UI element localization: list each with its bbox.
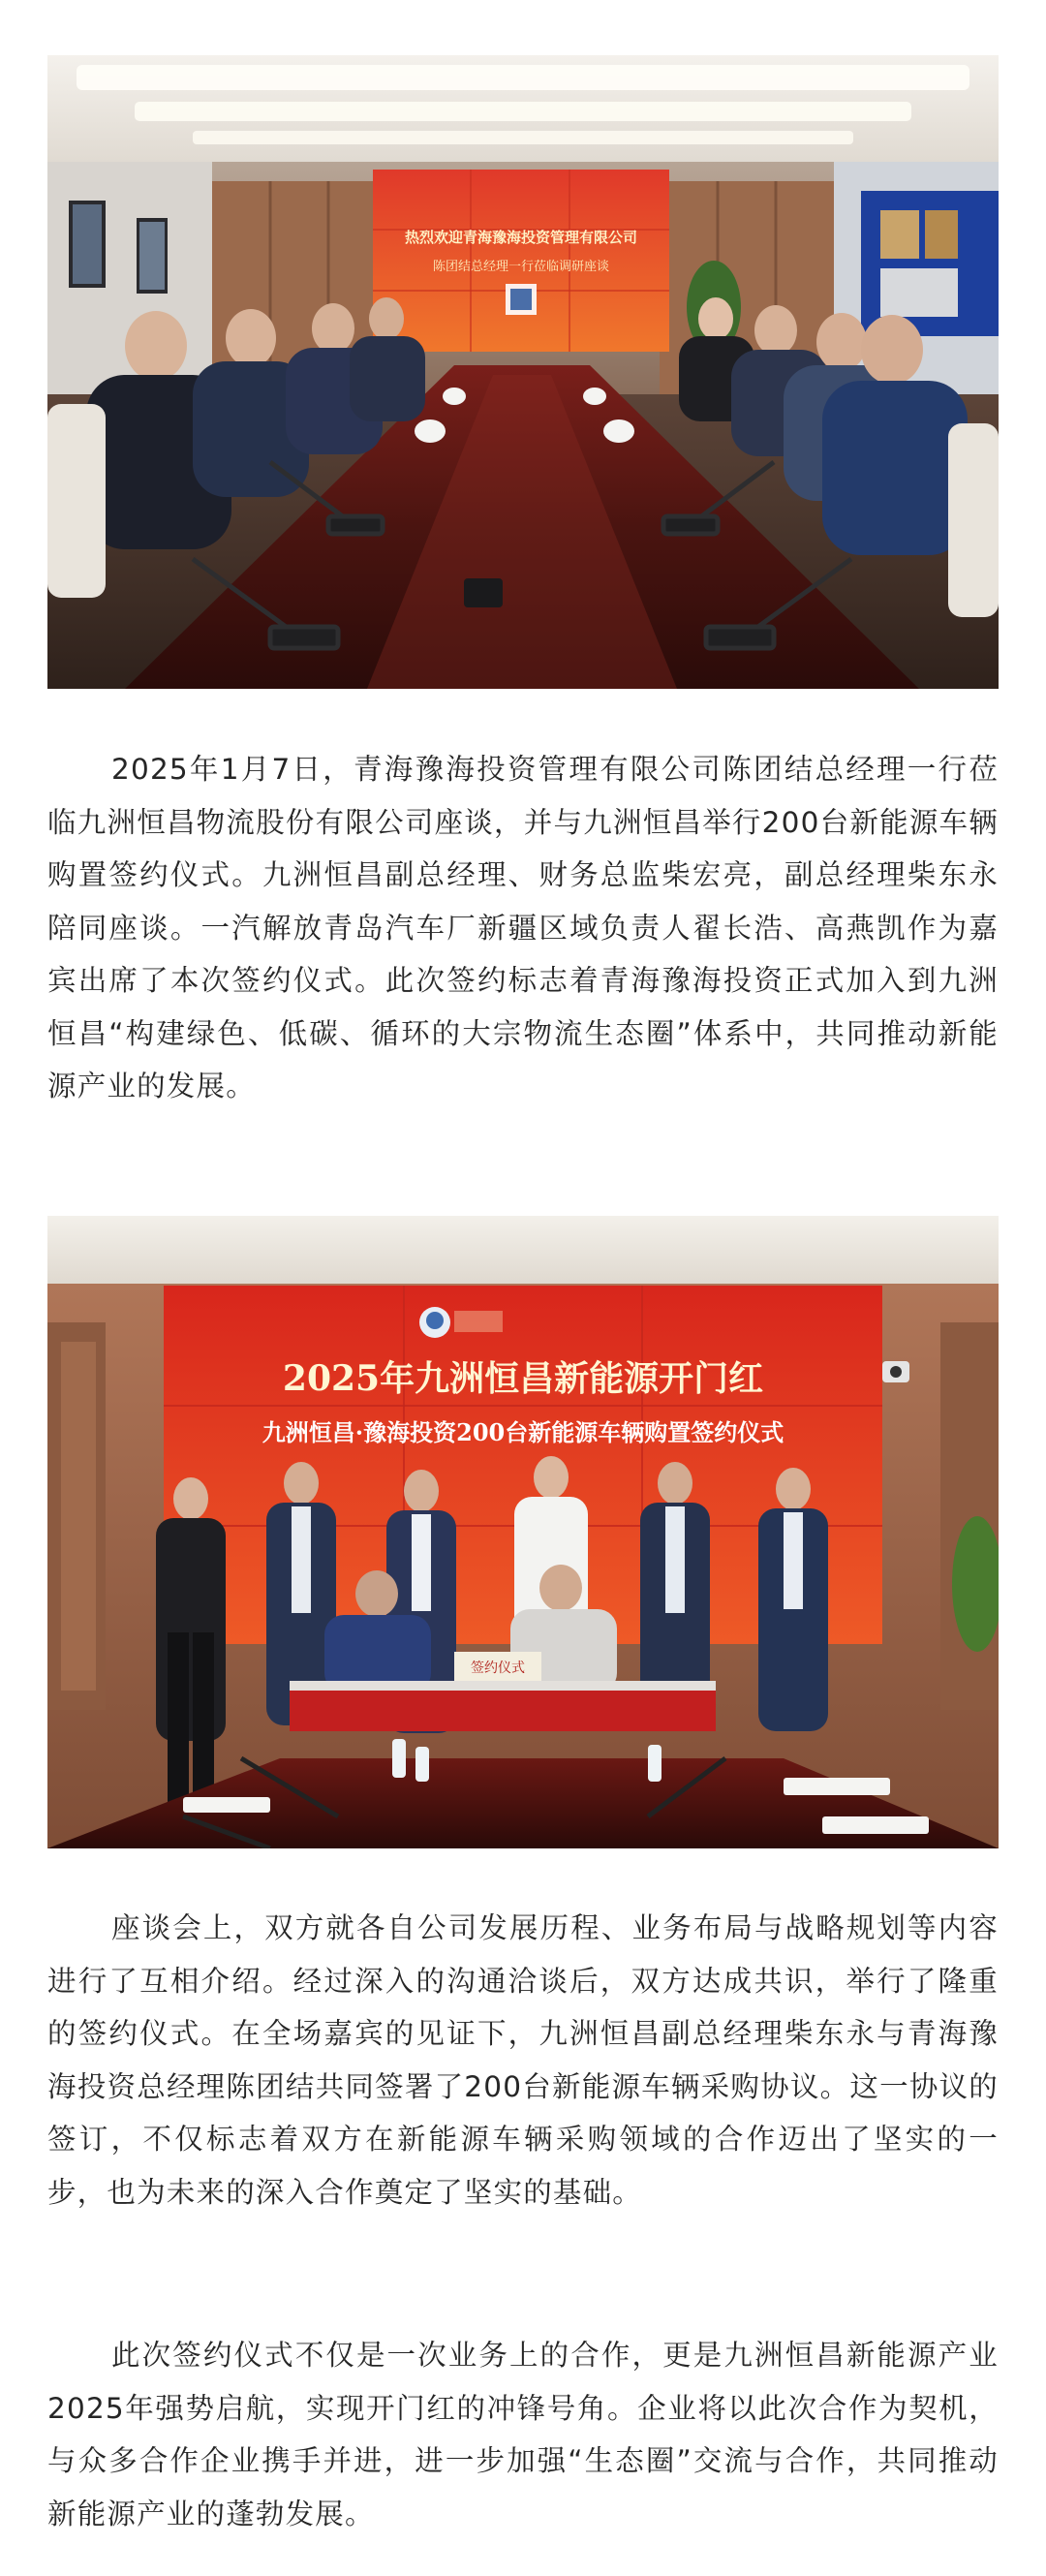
signing-photo <box>47 1216 999 1848</box>
meeting-scene <box>47 55 999 689</box>
signing-scene <box>47 1216 999 1848</box>
paragraph-intro: 2025年1月7日，青海豫海投资管理有限公司陈团结总经理一行莅临九洲恒昌物流股份有限公司座谈，并与九洲恒昌举行200台新能源车辆购置签约仪式。九洲恒昌副总经理、财务总监柴宏亮，副总经理柴东永陪同座谈。一汽解放青岛汽车厂新疆区域负责人翟长浩、高燕凯作为嘉宾出席了本次签约仪式。此次签约标志着青海豫海投资正式加入到九洲恒昌“构建绿色、低碳、循环的大宗物流生态圈”体系中，共同推动新能源产业的发展。 <box>47 753 999 1102</box>
screen-line-1: 热烈欢迎青海豫海投资管理有限公司 <box>404 229 638 246</box>
table-sign: 签约仪式 <box>471 1660 525 1676</box>
screen-line-2: 陈团结总经理一行莅临调研座谈 <box>432 260 610 274</box>
banner-subtitle: 九洲恒昌·豫海投资200台新能源车辆购置签约仪式 <box>262 1418 784 1446</box>
paragraph-conclusion: 此次签约仪式不仅是一次业务上的合作，更是九洲恒昌新能源产业2025年强势启航，实现开门红的冲锋号角。企业将以此次合作为契机，与众多合作企业携手并进，进一步加强“生态圈”交流与合作，共同推动新能源产业的蓬勃发展。 <box>47 2339 999 2530</box>
paragraph-meeting: 座谈会上，双方就各自公司发展历程、业务布局与战略规划等内容进行了互相介绍。经过深入的沟通洽谈后，双方达成共识，举行了隆重的签约仪式。在全场嘉宾的见证下，九洲恒昌副总经理柴东永与青海豫海投资总经理陈团结共同签署了200台新能源车辆采购协议。这一协议的签订，不仅标志着双方在新能源车辆采购领域的合作迈出了坚实的一步，也为未来的深入合作奠定了坚实的基础。 <box>47 1911 999 2209</box>
meeting-photo <box>47 55 999 689</box>
banner-title: 2025年九洲恒昌新能源开门红 <box>282 1358 764 1399</box>
